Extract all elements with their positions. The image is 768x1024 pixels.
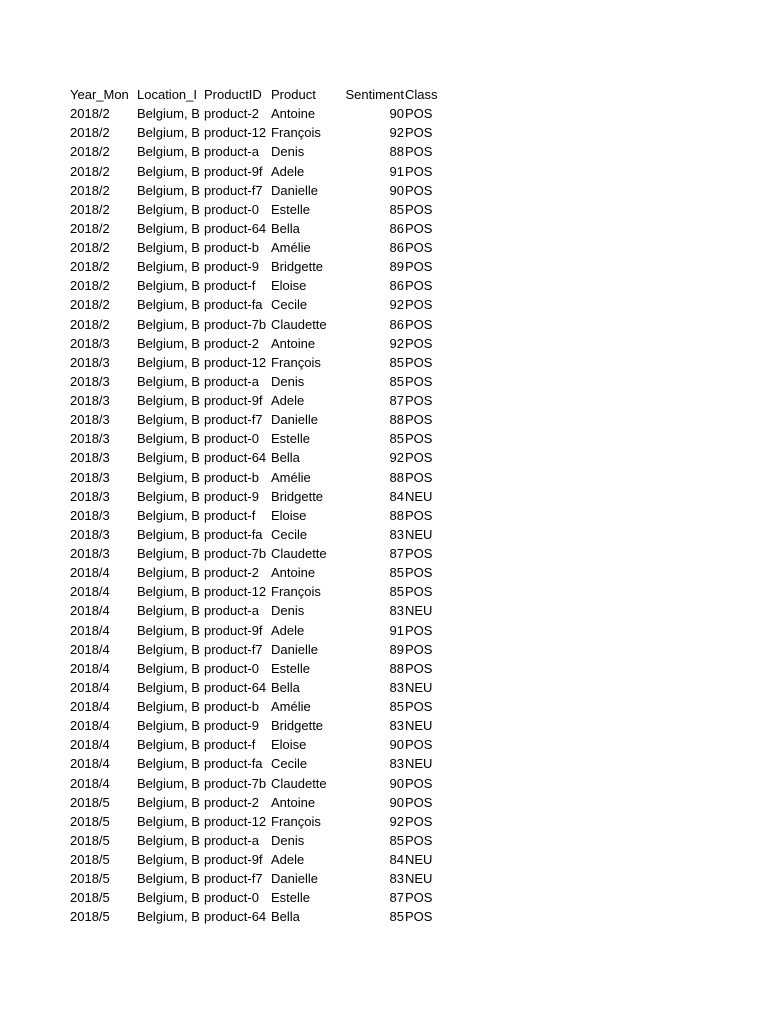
cell-product[interactable]: Bridgette	[271, 488, 324, 504]
cell-sentiment[interactable]: 86	[389, 240, 404, 255]
cell-product[interactable]: Bella	[271, 450, 300, 466]
cell-sentiment[interactable]: 86	[389, 220, 404, 236]
cell-product-id[interactable]: product-64	[204, 220, 267, 236]
cell-class[interactable]: POS	[405, 431, 433, 447]
cell-location[interactable]: Belgium, B	[137, 201, 200, 217]
cell-sentiment[interactable]: 92	[389, 450, 404, 466]
cell-class[interactable]: POS	[405, 737, 433, 753]
cell-year-month[interactable]: 2018/3	[70, 469, 110, 485]
cell-product[interactable]: Cecile	[271, 526, 308, 542]
cell-product[interactable]: François	[271, 354, 321, 370]
cell-product-id[interactable]: product-9f	[204, 163, 263, 179]
cell-class[interactable]: NEU	[405, 718, 433, 734]
cell-product[interactable]: Adele	[271, 163, 305, 179]
cell-location[interactable]: Belgium, B	[137, 756, 200, 772]
cell-sentiment[interactable]: 90	[389, 106, 404, 122]
cell-location[interactable]: Belgium, B	[137, 660, 200, 676]
cell-location[interactable]: Belgium, B	[137, 393, 200, 408]
cell-product[interactable]: Antoine	[271, 565, 316, 581]
cell-location[interactable]: Belgium, B	[137, 412, 200, 428]
cell-product[interactable]: Denis	[271, 832, 305, 848]
cell-product-id[interactable]: product-64	[204, 679, 267, 695]
header-sentiment[interactable]: Sentiment	[345, 87, 404, 102]
cell-year-month[interactable]: 2018/2	[70, 240, 110, 255]
cell-class[interactable]: POS	[405, 201, 433, 217]
cell-product[interactable]: Amélie	[271, 699, 311, 714]
cell-class[interactable]: POS	[405, 565, 433, 581]
cell-product[interactable]: Claudette	[271, 775, 327, 791]
cell-location[interactable]: Belgium, B	[137, 182, 200, 198]
cell-sentiment[interactable]: 83	[389, 718, 404, 734]
cell-product-id[interactable]: product-fa	[204, 756, 263, 772]
cell-year-month[interactable]: 2018/3	[70, 546, 110, 561]
cell-product[interactable]: Danielle	[271, 871, 318, 887]
cell-class[interactable]: POS	[405, 373, 433, 389]
cell-product-id[interactable]: product-f	[204, 737, 256, 753]
cell-product[interactable]: Denis	[271, 144, 305, 160]
cell-class[interactable]: POS	[405, 622, 433, 638]
cell-product[interactable]: Bella	[271, 220, 300, 236]
cell-product[interactable]: Claudette	[271, 316, 327, 332]
cell-product[interactable]: François	[271, 584, 321, 600]
cell-product-id[interactable]: product-64	[204, 450, 267, 466]
cell-product-id[interactable]: product-9f	[204, 393, 263, 408]
cell-class[interactable]: POS	[405, 278, 433, 294]
cell-class[interactable]: POS	[405, 316, 433, 332]
cell-product[interactable]: Amélie	[271, 240, 311, 255]
cell-product-id[interactable]: product-f7	[204, 641, 263, 657]
cell-product-id[interactable]: product-fa	[204, 297, 263, 313]
cell-class[interactable]: POS	[405, 450, 433, 466]
cell-product-id[interactable]: product-12	[204, 584, 267, 600]
cell-location[interactable]: Belgium, B	[137, 813, 200, 829]
cell-sentiment[interactable]: 84	[389, 488, 404, 504]
cell-product-id[interactable]: product-12	[204, 354, 267, 370]
cell-product[interactable]: Bella	[271, 679, 300, 695]
cell-year-month[interactable]: 2018/4	[70, 756, 110, 772]
cell-product[interactable]: Adele	[271, 622, 305, 638]
cell-location[interactable]: Belgium, B	[137, 832, 200, 848]
cell-class[interactable]: POS	[405, 890, 433, 906]
cell-product-id[interactable]: product-a	[204, 373, 259, 389]
cell-class[interactable]: POS	[405, 813, 433, 829]
cell-location[interactable]: Belgium, B	[137, 488, 200, 504]
cell-year-month[interactable]: 2018/5	[70, 794, 110, 810]
cell-year-month[interactable]: 2018/2	[70, 106, 110, 122]
cell-year-month[interactable]: 2018/5	[70, 852, 110, 867]
cell-year-month[interactable]: 2018/4	[70, 641, 110, 657]
cell-class[interactable]: POS	[405, 125, 433, 141]
cell-sentiment[interactable]: 89	[389, 259, 404, 275]
cell-year-month[interactable]: 2018/4	[70, 603, 110, 619]
cell-year-month[interactable]: 2018/2	[70, 201, 110, 217]
cell-product[interactable]: Estelle	[271, 660, 311, 676]
cell-class[interactable]: POS	[405, 660, 433, 676]
cell-sentiment[interactable]: 85	[389, 431, 404, 447]
cell-product-id[interactable]: product-12	[204, 813, 267, 829]
cell-product[interactable]: Bridgette	[271, 259, 324, 275]
cell-product-id[interactable]: product-0	[204, 201, 259, 217]
cell-sentiment[interactable]: 92	[389, 813, 404, 829]
cell-sentiment[interactable]: 92	[389, 297, 404, 313]
cell-location[interactable]: Belgium, B	[137, 259, 200, 275]
cell-sentiment[interactable]: 83	[389, 756, 404, 772]
cell-location[interactable]: Belgium, B	[137, 871, 200, 887]
cell-class[interactable]: NEU	[405, 679, 433, 695]
cell-year-month[interactable]: 2018/4	[70, 775, 110, 791]
cell-class[interactable]: NEU	[405, 852, 433, 867]
cell-year-month[interactable]: 2018/4	[70, 699, 110, 714]
cell-class[interactable]: POS	[405, 335, 433, 351]
cell-product[interactable]: Adele	[271, 393, 305, 408]
cell-product-id[interactable]: product-f7	[204, 412, 263, 428]
cell-location[interactable]: Belgium, B	[137, 718, 200, 734]
cell-product[interactable]: Cecile	[271, 756, 308, 772]
header-product[interactable]: Product	[271, 87, 316, 102]
cell-location[interactable]: Belgium, B	[137, 144, 200, 160]
cell-sentiment[interactable]: 86	[389, 278, 404, 294]
cell-class[interactable]: POS	[405, 220, 433, 236]
cell-year-month[interactable]: 2018/2	[70, 220, 110, 236]
cell-year-month[interactable]: 2018/3	[70, 412, 110, 428]
cell-year-month[interactable]: 2018/2	[70, 297, 110, 313]
cell-sentiment[interactable]: 88	[389, 412, 404, 428]
cell-year-month[interactable]: 2018/2	[70, 125, 110, 141]
cell-location[interactable]: Belgium, B	[137, 335, 200, 351]
cell-location[interactable]: Belgium, B	[137, 737, 200, 753]
cell-sentiment[interactable]: 92	[389, 125, 404, 141]
cell-year-month[interactable]: 2018/2	[70, 144, 110, 160]
cell-class[interactable]: POS	[405, 641, 433, 657]
cell-product-id[interactable]: product-9f	[204, 852, 263, 867]
cell-product[interactable]: François	[271, 813, 321, 829]
cell-product-id[interactable]: product-7b	[204, 546, 267, 561]
cell-year-month[interactable]: 2018/4	[70, 622, 110, 638]
cell-product-id[interactable]: product-a	[204, 144, 259, 160]
cell-location[interactable]: Belgium, B	[137, 373, 200, 389]
cell-sentiment[interactable]: 88	[389, 507, 404, 523]
cell-sentiment[interactable]: 88	[389, 144, 404, 160]
cell-product-id[interactable]: product-2	[204, 794, 259, 810]
cell-product[interactable]: Denis	[271, 603, 305, 619]
cell-class[interactable]: POS	[405, 909, 433, 925]
cell-year-month[interactable]: 2018/4	[70, 565, 110, 581]
cell-product-id[interactable]: product-b	[204, 469, 259, 485]
cell-year-month[interactable]: 2018/3	[70, 526, 110, 542]
cell-sentiment[interactable]: 86	[389, 316, 404, 332]
cell-year-month[interactable]: 2018/3	[70, 393, 110, 408]
cell-product[interactable]: Amélie	[271, 469, 311, 485]
cell-year-month[interactable]: 2018/5	[70, 813, 110, 829]
cell-location[interactable]: Belgium, B	[137, 641, 200, 657]
cell-location[interactable]: Belgium, B	[137, 622, 200, 638]
cell-product-id[interactable]: product-f	[204, 507, 256, 523]
cell-location[interactable]: Belgium, B	[137, 469, 200, 485]
cell-sentiment[interactable]: 83	[389, 871, 404, 887]
cell-product[interactable]: Eloise	[271, 737, 307, 753]
cell-sentiment[interactable]: 85	[389, 201, 404, 217]
cell-location[interactable]: Belgium, B	[137, 163, 200, 179]
cell-product-id[interactable]: product-f7	[204, 182, 263, 198]
cell-product[interactable]: Denis	[271, 373, 305, 389]
cell-year-month[interactable]: 2018/4	[70, 679, 110, 695]
cell-product[interactable]: Eloise	[271, 507, 307, 523]
cell-location[interactable]: Belgium, B	[137, 316, 200, 332]
cell-location[interactable]: Belgium, B	[137, 852, 200, 867]
cell-class[interactable]: POS	[405, 546, 433, 561]
cell-sentiment[interactable]: 91	[389, 622, 404, 638]
cell-class[interactable]: POS	[405, 163, 433, 179]
cell-year-month[interactable]: 2018/3	[70, 373, 110, 389]
cell-product[interactable]: Estelle	[271, 201, 311, 217]
cell-year-month[interactable]: 2018/3	[70, 335, 110, 351]
cell-class[interactable]: POS	[405, 144, 433, 160]
cell-product-id[interactable]: product-f	[204, 278, 256, 294]
cell-location[interactable]: Belgium, B	[137, 278, 200, 294]
cell-product[interactable]: Antoine	[271, 335, 316, 351]
cell-product[interactable]: Claudette	[271, 546, 327, 561]
cell-location[interactable]: Belgium, B	[137, 775, 200, 791]
cell-class[interactable]: POS	[405, 354, 433, 370]
cell-sentiment[interactable]: 85	[389, 909, 404, 925]
cell-class[interactable]: NEU	[405, 603, 433, 619]
cell-product-id[interactable]: product-a	[204, 603, 259, 619]
cell-sentiment[interactable]: 85	[389, 699, 404, 714]
cell-sentiment[interactable]: 85	[389, 832, 404, 848]
cell-product-id[interactable]: product-0	[204, 660, 259, 676]
cell-product-id[interactable]: product-64	[204, 909, 267, 925]
cell-year-month[interactable]: 2018/5	[70, 909, 110, 925]
cell-sentiment[interactable]: 92	[389, 335, 404, 351]
cell-location[interactable]: Belgium, B	[137, 125, 200, 141]
cell-year-month[interactable]: 2018/2	[70, 278, 110, 294]
cell-location[interactable]: Belgium, B	[137, 106, 200, 122]
cell-sentiment[interactable]: 88	[389, 469, 404, 485]
cell-product-id[interactable]: product-a	[204, 832, 259, 848]
cell-product-id[interactable]: product-2	[204, 106, 259, 122]
cell-product-id[interactable]: product-0	[204, 431, 259, 447]
cell-sentiment[interactable]: 87	[389, 890, 404, 906]
cell-product[interactable]: Adele	[271, 852, 305, 867]
cell-class[interactable]: NEU	[405, 756, 433, 772]
cell-year-month[interactable]: 2018/5	[70, 832, 110, 848]
cell-year-month[interactable]: 2018/2	[70, 316, 110, 332]
cell-class[interactable]: NEU	[405, 871, 433, 887]
cell-product[interactable]: Estelle	[271, 890, 311, 906]
cell-product[interactable]: Cecile	[271, 297, 308, 313]
cell-product-id[interactable]: product-b	[204, 699, 259, 714]
cell-location[interactable]: Belgium, B	[137, 794, 200, 810]
cell-year-month[interactable]: 2018/2	[70, 163, 110, 179]
cell-product[interactable]: Danielle	[271, 412, 318, 428]
cell-class[interactable]: POS	[405, 182, 433, 198]
cell-product[interactable]: Antoine	[271, 106, 316, 122]
cell-location[interactable]: Belgium, B	[137, 526, 200, 542]
cell-sentiment[interactable]: 85	[389, 373, 404, 389]
cell-year-month[interactable]: 2018/2	[70, 259, 110, 275]
cell-product-id[interactable]: product-9	[204, 259, 259, 275]
cell-location[interactable]: Belgium, B	[137, 297, 200, 313]
cell-location[interactable]: Belgium, B	[137, 354, 200, 370]
cell-class[interactable]: POS	[405, 469, 433, 485]
cell-class[interactable]: POS	[405, 412, 433, 428]
cell-class[interactable]: POS	[405, 699, 433, 714]
cell-location[interactable]: Belgium, B	[137, 699, 200, 714]
cell-product-id[interactable]: product-9f	[204, 622, 263, 638]
cell-location[interactable]: Belgium, B	[137, 679, 200, 695]
cell-product-id[interactable]: product-7b	[204, 316, 267, 332]
cell-class[interactable]: POS	[405, 393, 433, 408]
cell-sentiment[interactable]: 83	[389, 526, 404, 542]
cell-location[interactable]: Belgium, B	[137, 220, 200, 236]
cell-class[interactable]: POS	[405, 507, 433, 523]
cell-location[interactable]: Belgium, B	[137, 450, 200, 466]
cell-year-month[interactable]: 2018/4	[70, 737, 110, 753]
cell-year-month[interactable]: 2018/5	[70, 890, 110, 906]
header-year-month[interactable]: Year_Mon	[70, 87, 129, 102]
cell-sentiment[interactable]: 88	[389, 660, 404, 676]
cell-sentiment[interactable]: 83	[389, 679, 404, 695]
header-class[interactable]: Class	[405, 87, 438, 102]
cell-location[interactable]: Belgium, B	[137, 890, 200, 906]
cell-class[interactable]: POS	[405, 297, 433, 313]
cell-sentiment[interactable]: 91	[389, 163, 404, 179]
cell-class[interactable]: POS	[405, 106, 433, 122]
cell-product-id[interactable]: product-9	[204, 488, 259, 504]
cell-sentiment[interactable]: 90	[389, 794, 404, 810]
cell-class[interactable]: POS	[405, 259, 433, 275]
cell-location[interactable]: Belgium, B	[137, 546, 200, 561]
cell-product-id[interactable]: product-9	[204, 718, 259, 734]
cell-location[interactable]: Belgium, B	[137, 909, 200, 925]
cell-class[interactable]: NEU	[405, 488, 433, 504]
cell-product-id[interactable]: product-b	[204, 240, 259, 255]
cell-year-month[interactable]: 2018/4	[70, 718, 110, 734]
cell-sentiment[interactable]: 90	[389, 737, 404, 753]
cell-year-month[interactable]: 2018/5	[70, 871, 110, 887]
cell-product[interactable]: François	[271, 125, 321, 141]
cell-location[interactable]: Belgium, B	[137, 431, 200, 447]
cell-sentiment[interactable]: 87	[389, 393, 404, 408]
cell-location[interactable]: Belgium, B	[137, 603, 200, 619]
cell-location[interactable]: Belgium, B	[137, 507, 200, 523]
cell-location[interactable]: Belgium, B	[137, 584, 200, 600]
cell-class[interactable]: POS	[405, 775, 433, 791]
cell-product[interactable]: Eloise	[271, 278, 307, 294]
cell-product[interactable]: Bella	[271, 909, 300, 925]
cell-year-month[interactable]: 2018/3	[70, 488, 110, 504]
cell-product-id[interactable]: product-0	[204, 890, 259, 906]
cell-product-id[interactable]: product-12	[204, 125, 267, 141]
cell-product[interactable]: Danielle	[271, 641, 318, 657]
cell-sentiment[interactable]: 90	[389, 775, 404, 791]
cell-location[interactable]: Belgium, B	[137, 565, 200, 581]
cell-product[interactable]: Danielle	[271, 182, 318, 198]
cell-year-month[interactable]: 2018/2	[70, 182, 110, 198]
cell-sentiment[interactable]: 87	[389, 546, 404, 561]
cell-year-month[interactable]: 2018/3	[70, 450, 110, 466]
cell-product-id[interactable]: product-7b	[204, 775, 267, 791]
header-product-id[interactable]: ProductID	[204, 87, 262, 102]
cell-sentiment[interactable]: 90	[389, 182, 404, 198]
cell-sentiment[interactable]: 84	[389, 852, 404, 867]
cell-class[interactable]: POS	[405, 584, 433, 600]
cell-class[interactable]: POS	[405, 794, 433, 810]
cell-location[interactable]: Belgium, B	[137, 240, 200, 255]
cell-product-id[interactable]: product-f7	[204, 871, 263, 887]
cell-year-month[interactable]: 2018/3	[70, 354, 110, 370]
cell-product-id[interactable]: product-2	[204, 565, 259, 581]
cell-year-month[interactable]: 2018/4	[70, 660, 110, 676]
cell-year-month[interactable]: 2018/3	[70, 507, 110, 523]
cell-sentiment[interactable]: 85	[389, 565, 404, 581]
cell-year-month[interactable]: 2018/4	[70, 584, 110, 600]
cell-class[interactable]: POS	[405, 240, 433, 255]
cell-class[interactable]: NEU	[405, 526, 433, 542]
cell-product-id[interactable]: product-fa	[204, 526, 263, 542]
cell-sentiment[interactable]: 85	[389, 354, 404, 370]
cell-product[interactable]: Bridgette	[271, 718, 324, 734]
cell-sentiment[interactable]: 83	[389, 603, 404, 619]
cell-sentiment[interactable]: 85	[389, 584, 404, 600]
header-location[interactable]: Location_I	[137, 87, 197, 102]
cell-class[interactable]: POS	[405, 832, 433, 848]
cell-product[interactable]: Antoine	[271, 794, 316, 810]
cell-product[interactable]: Estelle	[271, 431, 311, 447]
cell-product-id[interactable]: product-2	[204, 335, 259, 351]
cell-year-month[interactable]: 2018/3	[70, 431, 110, 447]
cell-sentiment[interactable]: 89	[389, 641, 404, 657]
